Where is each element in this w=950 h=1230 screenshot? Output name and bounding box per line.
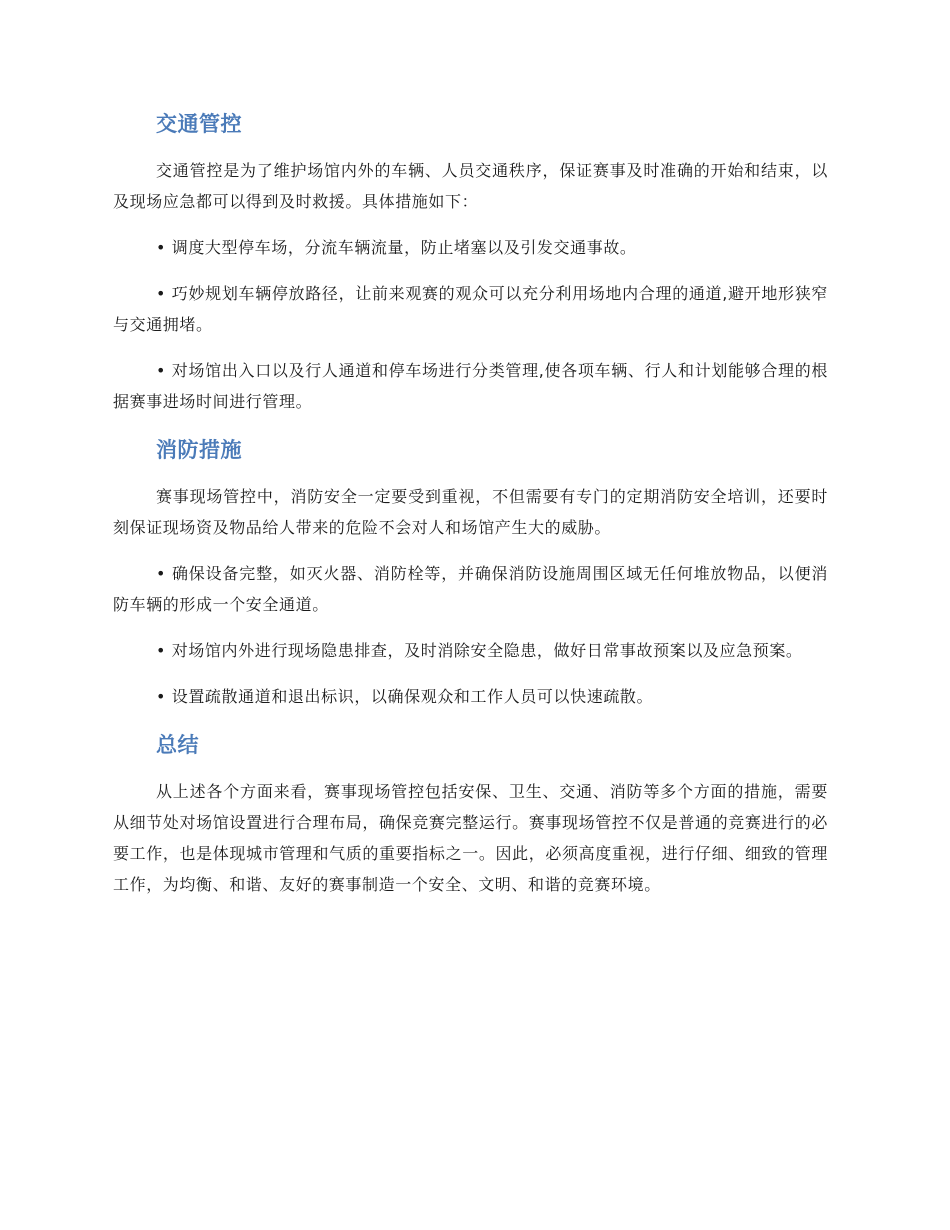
section-fire-safety bbox=[113, 432, 828, 712]
bullet-item: • 对场馆出入口以及行人通道和停车场进行分类管理,使各项车辆、行人和计划能够合理的根据赛事进场时间进行管理。 bbox=[113, 361, 828, 411]
bullet-item: • 调度大型停车场，分流车辆流量，防止堵塞以及引发交通事故。 bbox=[156, 238, 637, 257]
bullet-item: • 对场馆内外进行现场隐患排查，及时消除安全隐患，做好日常事故预案以及应急预案。 bbox=[156, 641, 803, 660]
section-intro-paragraph: 交通管控是为了维护场馆内外的车辆、人员交通秩序，保证赛事及时准确的开始和结束，以及现场应急都可以得到及时救援。具体措施如下： bbox=[113, 161, 828, 211]
section-traffic-control bbox=[113, 106, 828, 417]
bullet-item: • 确保设备完整，如灭火器、消防栓等，并确保消防设施周围区域无任何堆放物品，以便消防车辆的形成一个安全通道。 bbox=[113, 564, 828, 614]
section-heading: 消防措施 bbox=[156, 438, 242, 462]
document-content bbox=[113, 106, 828, 915]
section-heading: 总结 bbox=[156, 733, 199, 757]
summary-paragraph: 从上述各个方面来看，赛事现场管控包括安保、卫生、交通、消防等多个方面的措施，需要从细节处对场馆设置进行合理布局，确保竞赛完整运行。赛事现场管控不仅是普通的竞赛进行的必要工作，也是体现城市管理和气质的重要指标之一。因此，必须高度重视，进行仔细、细致的管理工作，为均衡、和谐、友好的赛事制造一个安全、文明、和谐的竞赛环境。 bbox=[113, 782, 828, 894]
bullet-item: • 设置疏散通道和退出标识，以确保观众和工作人员可以快速疏散。 bbox=[156, 687, 654, 706]
bullet-item: • 巧妙规划车辆停放路径，让前来观赛的观众可以充分利用场地内合理的通道,避开地形狭窄与交通拥堵。 bbox=[113, 284, 828, 334]
section-summary bbox=[113, 727, 828, 900]
section-heading: 交通管控 bbox=[156, 112, 242, 136]
section-intro-paragraph: 赛事现场管控中，消防安全一定要受到重视，不但需要有专门的定期消防安全培训，还要时刻保证现场资及物品给人带来的危险不会对人和场馆产生大的威胁。 bbox=[113, 487, 828, 537]
